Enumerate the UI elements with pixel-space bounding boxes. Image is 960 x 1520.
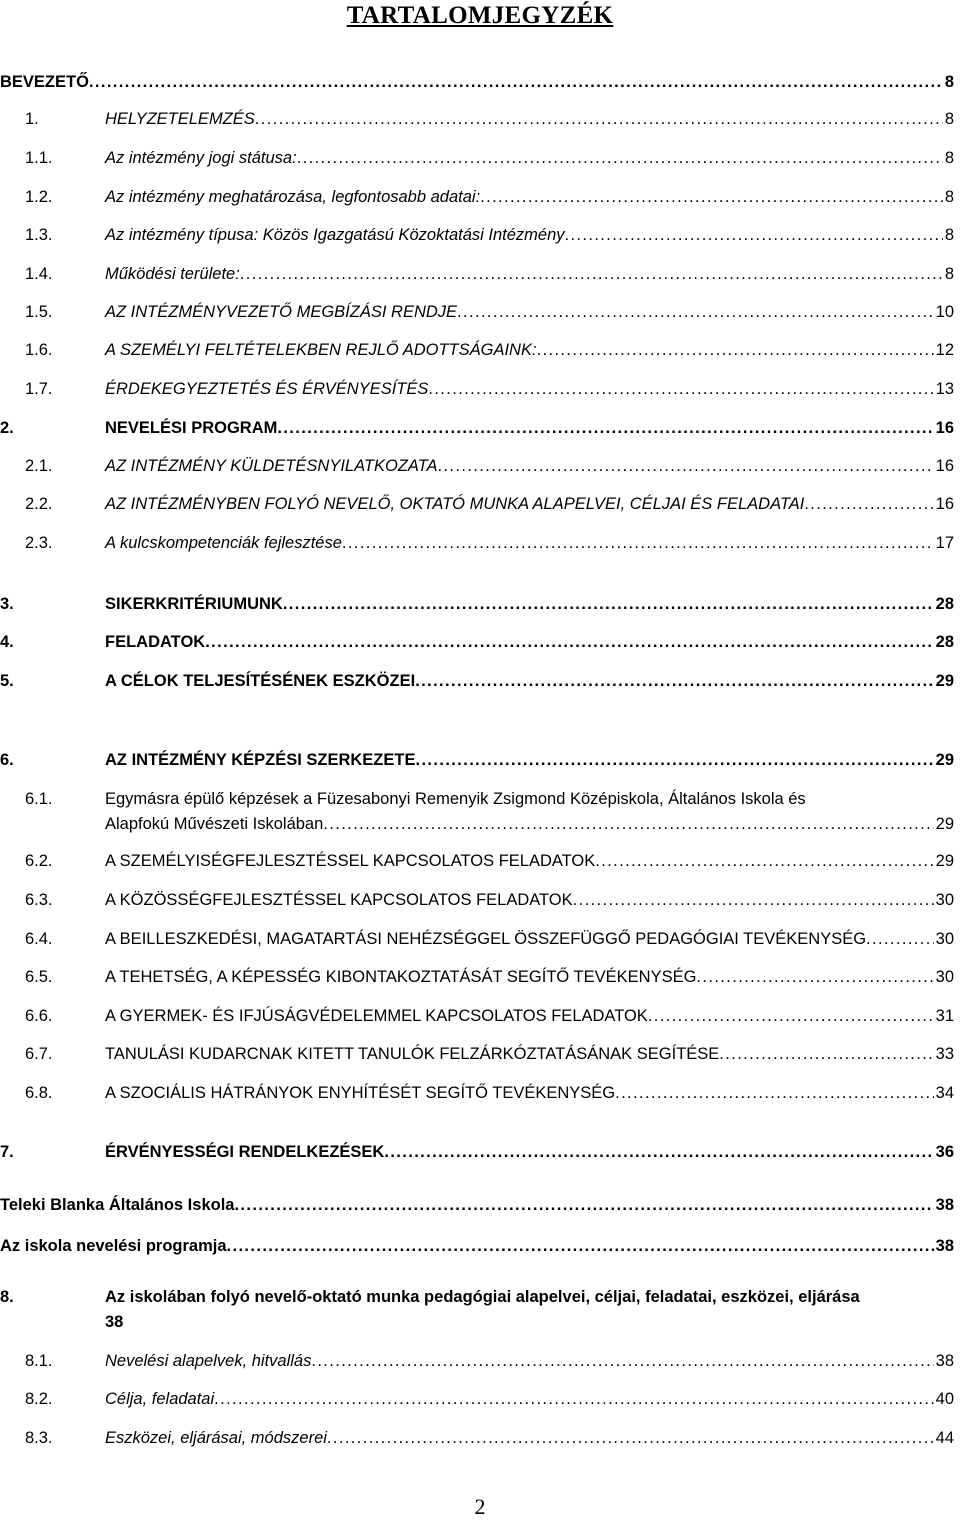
toc-entry[interactable] bbox=[0, 492, 954, 516]
toc-leader-dots bbox=[696, 965, 933, 989]
toc-leader-dots bbox=[415, 748, 933, 772]
toc-entry-page: 44 bbox=[935, 1429, 954, 1447]
toc-entry-page: 17 bbox=[935, 534, 954, 552]
toc-entry-page: 38 bbox=[935, 1196, 954, 1214]
toc-leader-dots bbox=[480, 185, 943, 209]
toc-entry-page: 12 bbox=[935, 341, 954, 359]
toc-entry-title: AZ INTÉZMÉNYVEZETŐ MEGBÍZÁSI RENDJE bbox=[105, 303, 458, 321]
toc-entry[interactable] bbox=[0, 1004, 954, 1028]
toc-entry-title: BEVEZETŐ bbox=[0, 73, 89, 91]
toc-entry-title: Az intézmény jogi státusa: bbox=[105, 149, 297, 167]
toc-entry-page: 16 bbox=[935, 419, 954, 437]
toc-entry-page: 8 bbox=[944, 188, 954, 206]
toc-entry-page: 31 bbox=[935, 1007, 954, 1025]
toc-entry[interactable] bbox=[0, 1081, 954, 1105]
toc-leader-dots bbox=[311, 1349, 933, 1373]
toc-entry-continuation[interactable] bbox=[0, 812, 954, 836]
toc-entry-number: 1.3. bbox=[25, 226, 53, 244]
toc-entry-title: A kulcskompetenciák fejlesztése bbox=[105, 534, 342, 552]
toc-entry-number: 8.2. bbox=[25, 1390, 53, 1408]
toc-entry-number: 1. bbox=[25, 110, 39, 128]
toc-entry[interactable] bbox=[0, 592, 954, 616]
toc-entry[interactable] bbox=[0, 454, 954, 478]
toc-leader-dots bbox=[457, 300, 934, 324]
toc-leader-dots bbox=[866, 927, 934, 951]
toc-entry-title: A SZOCIÁLIS HÁTRÁNYOK ENYHÍTÉSÉT SEGÍTŐ TEVÉKENYSÉG bbox=[105, 1084, 616, 1102]
toc-entry-page: 34 bbox=[935, 1084, 954, 1102]
toc-entry-title: A SZEMÉLYI FELTÉTELEKBEN REJLŐ ADOTTSÁGAINK: bbox=[105, 341, 537, 359]
toc-leader-dots bbox=[428, 377, 933, 401]
toc-entry-title: AZ INTÉZMÉNY KÉPZÉSI SZERKEZETE bbox=[105, 751, 416, 769]
toc-entry-title: FELADATOK bbox=[105, 633, 206, 651]
toc-leader-dots bbox=[297, 146, 943, 170]
toc-entry-number: 1.5. bbox=[25, 303, 53, 321]
toc-entry-number: 1.7. bbox=[25, 380, 53, 398]
toc-entry-number: 6.6. bbox=[25, 1007, 53, 1025]
toc-entry-number: 6.1. bbox=[25, 790, 53, 808]
toc-entry-page: 10 bbox=[935, 303, 954, 321]
toc-entry-title-line2: Alapfokú Művészeti Iskolában bbox=[105, 815, 324, 833]
toc-entry[interactable] bbox=[0, 1387, 954, 1411]
toc-entry[interactable] bbox=[0, 1349, 954, 1373]
toc-title: TARTALOMJEGYZÉK bbox=[346, 2, 614, 29]
toc-entry-page: 29 bbox=[935, 751, 954, 769]
toc-entry-number: 1.2. bbox=[25, 188, 53, 206]
toc-entry-page: 30 bbox=[935, 968, 954, 986]
toc-entry-page: 29 bbox=[935, 852, 954, 870]
toc-leader-dots bbox=[384, 1140, 933, 1164]
toc-entry[interactable] bbox=[0, 965, 954, 989]
toc-entry-page: 38 bbox=[935, 1237, 954, 1255]
toc-leader-dots bbox=[537, 338, 934, 362]
toc-entry[interactable] bbox=[0, 416, 954, 440]
toc-entry-page: 30 bbox=[935, 891, 954, 909]
toc-leader-dots bbox=[277, 416, 933, 440]
toc-entry-title: A KÖZÖSSÉGFEJLESZTÉSSEL KAPCSOLATOS FELADATOK bbox=[105, 891, 573, 909]
toc-leader-dots bbox=[595, 849, 933, 873]
toc-leader-dots bbox=[89, 70, 943, 94]
toc-entry[interactable] bbox=[0, 107, 954, 131]
toc-entry-number: 8.1. bbox=[25, 1352, 53, 1370]
toc-entry-page: 30 bbox=[935, 930, 954, 948]
toc-entry-number: 5. bbox=[0, 672, 14, 690]
toc-entry-title: SIKERKRITÉRIUMUNK bbox=[105, 595, 283, 613]
toc-entry-page: 8 bbox=[944, 73, 954, 91]
toc-entry-title: Működési területe: bbox=[105, 265, 240, 283]
toc-leader-dots bbox=[234, 1193, 933, 1217]
toc-entry-title: A SZEMÉLYISÉGFEJLESZTÉSSEL KAPCSOLATOS FELADATOK bbox=[105, 852, 596, 870]
toc-entry-title: A CÉLOK TELJESÍTÉSÉNEK ESZKÖZEI bbox=[105, 672, 416, 690]
toc-entry-number: 8.3. bbox=[25, 1429, 53, 1447]
toc-entry[interactable] bbox=[0, 146, 954, 170]
toc-entry[interactable] bbox=[0, 748, 954, 772]
toc-entry-title: Eszközei, eljárásai, módszerei bbox=[105, 1429, 327, 1447]
toc-entry-page: 29 bbox=[935, 815, 954, 833]
toc-entry-title: Az intézmény típusa: Közös Igazgatású Közoktatási Intézmény bbox=[105, 226, 565, 244]
toc-entry-page: 8 bbox=[944, 149, 954, 167]
toc-leader-dots bbox=[327, 1426, 934, 1450]
toc-entry-number: 2.2. bbox=[25, 495, 53, 513]
toc-entry[interactable] bbox=[0, 888, 954, 912]
toc-entry-title: A BEILLESZKEDÉSI, MAGATARTÁSI NEHÉZSÉGGEL ÖSSZEFÜGGŐ PEDAGÓGIAI TEVÉKENYSÉG bbox=[105, 930, 867, 948]
toc-entry[interactable] bbox=[0, 338, 954, 362]
toc-entry-page: 28 bbox=[935, 595, 954, 613]
toc-entry-number: 6.3. bbox=[25, 891, 53, 909]
toc-entry[interactable] bbox=[0, 1234, 954, 1258]
toc-entry-title: Nevelési alapelvek, hitvallás bbox=[105, 1352, 312, 1370]
toc-entry-title: TANULÁSI KUDARCNAK KITETT TANULÓK FELZÁRKÓZTATÁSÁNAK SEGÍTÉSE bbox=[105, 1045, 720, 1063]
toc-entry[interactable] bbox=[0, 1042, 954, 1066]
toc-entry-number: 6. bbox=[0, 751, 14, 769]
toc-entry-title: A GYERMEK- ÉS IFJÚSÁGVÉDELEMMEL KAPCSOLATOS FELADATOK bbox=[105, 1007, 648, 1025]
toc-entry-title: Egymásra épülő képzések a Füzesabonyi Remenyik Zsigmond Középiskola, Általános Iskola és bbox=[105, 790, 806, 808]
toc-entry[interactable] bbox=[0, 669, 954, 693]
toc-entry-title: A TEHETSÉG, A KÉPESSÉG KIBONTAKOZTATÁSÁT SEGÍTŐ TEVÉKENYSÉG bbox=[105, 968, 697, 986]
toc-entry-title: Az intézmény meghatározása, legfontosabb adatai: bbox=[105, 188, 481, 206]
toc-entry-page: 38 bbox=[935, 1352, 954, 1370]
toc-entry-number: 2.3. bbox=[25, 534, 53, 552]
toc-entry-page: 13 bbox=[935, 380, 954, 398]
toc-entry[interactable] bbox=[0, 70, 954, 94]
toc-leader-dots bbox=[804, 492, 933, 516]
toc-leader-dots bbox=[323, 812, 933, 836]
toc-entry[interactable] bbox=[0, 262, 954, 286]
toc-leader-dots bbox=[565, 223, 943, 247]
toc-entry-title: Teleki Blanka Általános Iskola bbox=[0, 1196, 235, 1214]
toc-leader-dots bbox=[719, 1042, 933, 1066]
toc-leader-dots bbox=[205, 630, 933, 654]
toc-entry-page: 16 bbox=[935, 457, 954, 475]
toc-leader-dots bbox=[255, 107, 943, 131]
toc-entry-page: 33 bbox=[935, 1045, 954, 1063]
toc-entry[interactable] bbox=[0, 849, 954, 873]
toc-entry[interactable] bbox=[0, 223, 954, 247]
toc-entry-title: ÉRVÉNYESSÉGI RENDELKEZÉSEK bbox=[105, 1143, 385, 1161]
toc-leader-dots bbox=[438, 454, 934, 478]
toc-entry-number: 1.6. bbox=[25, 341, 53, 359]
toc-entry-title: Az iskolában folyó nevelő-oktató munka pedagógiai alapelvei, céljai, feladatai, eszközei, eljárása bbox=[105, 1288, 860, 1306]
toc-leader-dots bbox=[342, 531, 934, 555]
toc-entry-title: AZ INTÉZMÉNYBEN FOLYÓ NEVELŐ, OKTATÓ MUNKA ALAPELVEI, CÉLJAI ÉS FELADATAI bbox=[105, 495, 805, 513]
toc-leader-dots bbox=[615, 1081, 934, 1105]
toc-entry-page: 8 bbox=[944, 226, 954, 244]
toc-entry[interactable] bbox=[0, 787, 954, 811]
toc-entry-page: 38 bbox=[105, 1313, 124, 1331]
toc-entry-title: NEVELÉSI PROGRAM bbox=[105, 419, 278, 437]
toc-entry-page: 8 bbox=[944, 110, 954, 128]
toc-entry-continuation[interactable] bbox=[0, 1310, 954, 1334]
toc-entry-number: 6.5. bbox=[25, 968, 53, 986]
toc-entry-number: 6.8. bbox=[25, 1084, 53, 1102]
toc-leader-dots bbox=[214, 1387, 933, 1411]
toc-entry-title: AZ INTÉZMÉNY KÜLDETÉSNYILATKOZATA bbox=[105, 457, 438, 475]
toc-leader-dots bbox=[227, 1234, 934, 1258]
toc-entry[interactable] bbox=[0, 1193, 954, 1217]
toc-entry[interactable] bbox=[0, 927, 954, 951]
toc-leader-dots bbox=[283, 592, 934, 616]
toc-entry-number: 7. bbox=[0, 1143, 14, 1161]
toc-entry[interactable] bbox=[0, 1285, 954, 1309]
toc-entry[interactable] bbox=[0, 1426, 954, 1450]
toc-entry-page: 16 bbox=[935, 495, 954, 513]
toc-entry-number: 4. bbox=[0, 633, 14, 651]
toc-entry-number: 6.2. bbox=[25, 852, 53, 870]
toc-entry-title: Célja, feladatai bbox=[105, 1390, 215, 1408]
toc-entry-title: HELYZETELEMZÉS bbox=[105, 110, 255, 128]
toc-entry-title: Az iskola nevelési programja bbox=[0, 1237, 227, 1255]
toc-entry[interactable] bbox=[0, 531, 954, 555]
toc-entry-number: 6.7. bbox=[25, 1045, 53, 1063]
toc-entry-number: 6.4. bbox=[25, 930, 53, 948]
toc-entry[interactable] bbox=[0, 185, 954, 209]
toc-leader-dots bbox=[415, 669, 933, 693]
toc-entry-number: 3. bbox=[0, 595, 14, 613]
toc-entry-number: 1.4. bbox=[25, 265, 53, 283]
page-number: 2 bbox=[474, 1494, 486, 1519]
toc-entry-page: 8 bbox=[944, 265, 954, 283]
toc-entry[interactable] bbox=[0, 1140, 954, 1164]
toc-leader-dots bbox=[648, 1004, 934, 1028]
toc-entry-title: ÉRDEKEGYEZTETÉS ÉS ÉRVÉNYESÍTÉS bbox=[105, 380, 429, 398]
toc-entry-page: 28 bbox=[935, 633, 954, 651]
toc-entry-number: 1.1. bbox=[25, 149, 53, 167]
toc-entry[interactable] bbox=[0, 300, 954, 324]
toc-entry-number: 2.1. bbox=[25, 457, 53, 475]
toc-leader-dots bbox=[240, 262, 943, 286]
toc-entry-page: 40 bbox=[935, 1390, 954, 1408]
toc-entry[interactable] bbox=[0, 377, 954, 401]
toc-leader-dots bbox=[573, 888, 934, 912]
toc-entry-page: 36 bbox=[935, 1143, 954, 1161]
toc-entry-number: 8. bbox=[0, 1288, 14, 1306]
toc-entry-page: 29 bbox=[935, 672, 954, 690]
toc-entry[interactable] bbox=[0, 630, 954, 654]
toc-entry-number: 2. bbox=[0, 419, 14, 437]
